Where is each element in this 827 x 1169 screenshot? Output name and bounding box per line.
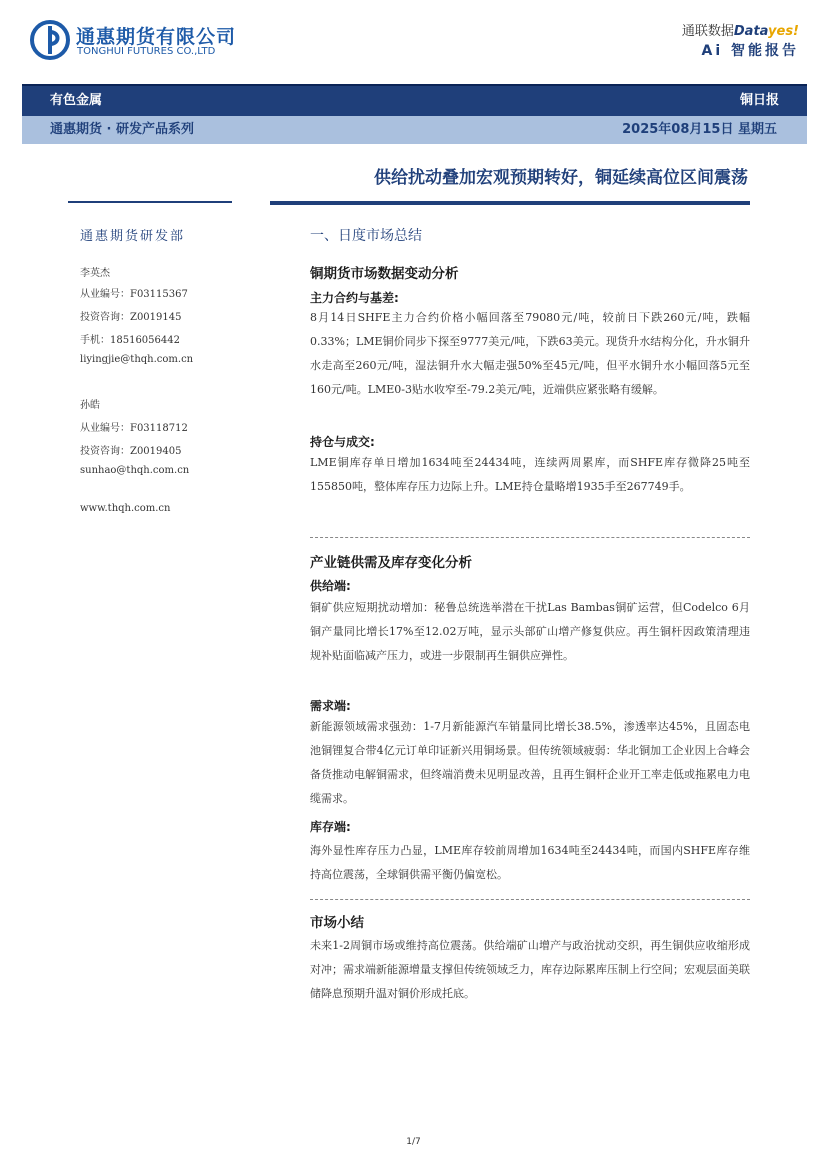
analyst1-license: 从业编号：F03115367: [80, 289, 188, 300]
block2-para-demand: 新能源领域需求强劲：1-7月新能源汽车销量同比增长38.5%，渗透率达45%，且固态电池铜锂复合带4亿元订单印证新兴用铜场景。但传统领域疲弱：华北铜加工企业因上合峰会备货推动电解铜需求，但终端消费未见明显改善，且再生铜杆企业开工率走低或拖累电力电缆需求。: [310, 720, 750, 805]
ai-prefix: Ai: [701, 43, 724, 59]
block3-para-summary: 未来1-2周铜市场或维持高位震荡。供给端矿山增产与政治扰动交织，再生铜供应收缩形成对冲；需求端新能源增量支撑但传统领域乏力，库存边际累库压制上行空间；宏观层面美联储降息预期升温对铜价形成托底。: [310, 939, 750, 1000]
block1-para-position: LME铜库存单日增加1634吨至24434吨，连续两周累库，而SHFE库存微降25吨至155850吨，整体库存压力边际上升。LME持仓量略增1935手至267749手。: [310, 456, 750, 493]
block1-para-basis: 8月14日SHFE主力合约价格小幅回落至79080元/吨，较前日下跌260元/吨，跌幅0.33%；LME铜价同步下探至9777美元/吨，下跌63美元。现货升水结构分化，升水铜升水走高至260元/吨，湿法铜升水大幅走强50%至45元/吨，但平水铜升水小幅回落5元至160元/吨。LME0-3贴水收窄至-79.2美元/吨，近端供应紧张略有缓解。: [310, 311, 750, 396]
block2-sub-supply: 供给端:: [310, 579, 351, 593]
report-title: 供给扰动叠加宏观预期转好，铜延续高位区间震荡: [374, 168, 748, 188]
page-number: 1/7: [406, 1137, 421, 1147]
company-name-en: TONGHUI FUTURES CO.,LTD: [77, 46, 216, 57]
analyst2-advisory: 投资咨询：Z0019405: [80, 446, 182, 457]
datayes-data: Data: [733, 24, 769, 39]
datayes-logo: [682, 20, 799, 39]
section-heading-1: 一、日度市场总结: [310, 228, 422, 244]
section-divider: [310, 537, 750, 538]
analyst1-email[interactable]: liyingjie@thqh.com.cn: [80, 354, 194, 365]
analyst2-email[interactable]: sunhao@thqh.com.cn: [80, 465, 190, 476]
analyst1-name: 李英杰: [80, 268, 110, 279]
ai-report-label: [701, 40, 799, 60]
block1-sub-basis: 主力合约与基差:: [310, 291, 399, 305]
block2-sub-inventory: 库存端:: [310, 820, 351, 834]
company-logo-icon: [30, 20, 70, 60]
sector-band: [22, 84, 807, 116]
block1-heading: 铜期货市场数据变动分析: [310, 266, 459, 282]
report-date: 2025年08月15日 星期五: [622, 122, 777, 137]
sector-label: 有色金属: [50, 93, 103, 108]
datayes-yes: yes!: [768, 24, 799, 39]
sidebar-divider: [68, 201, 232, 203]
block2-heading: 产业链供需及库存变化分析: [310, 555, 472, 571]
series-label: 通惠期货 · 研发产品系列: [50, 122, 194, 137]
title-divider: [270, 201, 750, 205]
block1-sub-position: 持仓与成交:: [310, 435, 375, 449]
report-type-label: 铜日报: [739, 93, 779, 108]
department-name: 通惠期货研发部: [80, 229, 186, 244]
block2-sub-demand: 需求端:: [310, 699, 351, 713]
analyst2-name: 孙皓: [80, 400, 100, 411]
section-divider: [310, 899, 750, 900]
block2-para-inventory: 海外显性库存压力凸显，LME库存较前周增加1634吨至24434吨，而国内SHFE库存维持高位震荡，全球铜供需平衡仍偏宽松。: [310, 844, 750, 881]
analyst1-phone: 手机：18516056442: [80, 335, 180, 346]
company-name-cn: 通惠期货有限公司: [76, 26, 237, 48]
website-link[interactable]: www.thqh.com.cn: [80, 503, 171, 514]
analyst2-license: 从业编号：F03118712: [80, 423, 188, 434]
ai-report-text: 智能报告: [731, 43, 799, 59]
block3-heading: 市场小结: [310, 915, 364, 931]
series-band: [22, 116, 807, 144]
analyst1-advisory: 投资咨询：Z0019145: [80, 312, 182, 323]
block2-para-supply: 铜矿供应短期扰动增加：秘鲁总统选举潜在干扰Las Bambas铜矿运营，但Codelco 6月铜产量同比增长17%至12.02万吨，显示头部矿山增产修复供应。再生铜杆因政策清理违规补贴面临减产压力，或进一步限制再生铜供应弹性。: [310, 601, 750, 662]
datayes-cn: 通联数据: [681, 24, 734, 39]
